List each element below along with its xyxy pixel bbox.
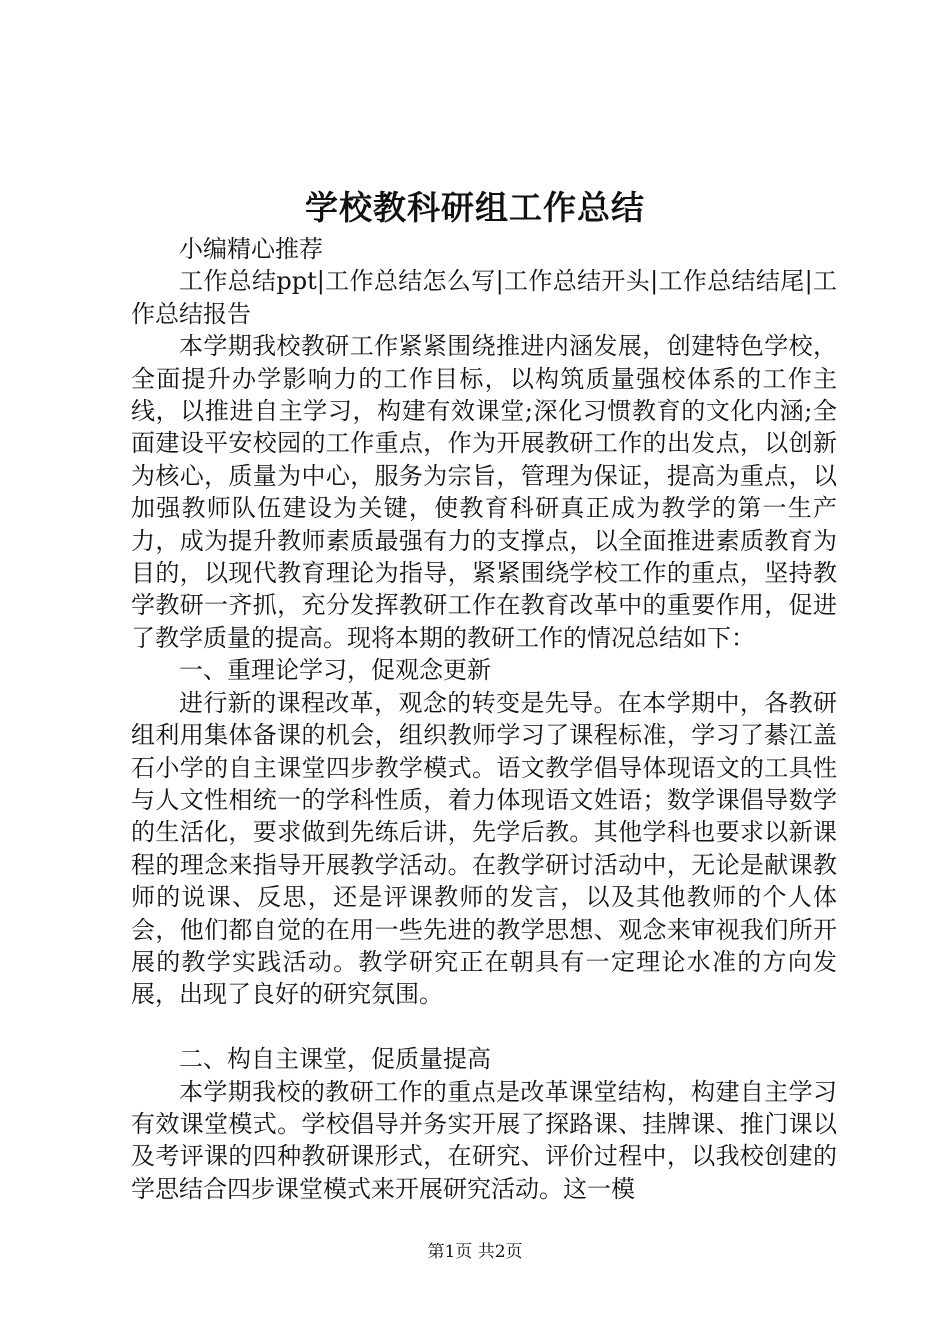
page-footer: 第1页 共2页 — [427, 1242, 523, 1262]
document-body — [131, 233, 837, 1205]
intro-paragraph: 本学期我校教研工作紧紧围绕推进内涵发展，创建特色学校，全面提升办学影响力的工作目标，以构筑质量强校体系的工作主线，以推进自主学习，构建有效课堂;深化习惯教育的文化内涵;全面建设平安校园的工作重点，作为开展教研工作的出发点，以创新为核心，质量为中心，服务为宗旨，管理为保证，提高为重点，以加强教师队伍建设为关键，使教育科研真正成为教学的第一生产力，成为提升教师素质最强有力的支撑点，以全面推进素质教育为目的，以现代教育理论为指导，紧紧围绕学校工作的重点，坚持教学教研一齐抓，充分发挥教研工作在教育改革中的重要作用，促进了教学质量的提高。现将本期的教研工作的情况总结如下： — [131, 332, 837, 652]
recommend-line: 小编精心推荐 — [179, 235, 323, 263]
section-1-paragraph: 进行新的课程改革，观念的转变是先导。在本学期中，各教研组利用集体备课的机会，组织教师学习了课程标准，学习了綦江盖石小学的自主课堂四步教学模式。语文教学倡导体现语文的工具性与人文性相统一的学科性质，着力体现语文姓语；数学课倡导数学的生活化，要求做到先练后讲，先学后教。其他学科也要求以新课程的理念来指导开展教学活动。在教学研讨活动中，无论是献课教师的说课、反思，还是评课教师的发言，以及其他教师的个人体会，他们都自觉的在用一些先进的教学思想、观念来审视我们所开展的教学实践活动。教学研究正在朝具有一定理论水准的方向发展，出现了良好的研究氛围。 — [131, 688, 837, 1009]
related-links-line: 工作总结ppt|工作总结怎么写|工作总结开头|工作总结结尾|工作总结报告 — [131, 267, 837, 328]
section-2-paragraph: 本学期我校的教研工作的重点是改革课堂结构，构建自主学习有效课堂模式。学校倡导并务实开展了探路课、挂牌课、推门课以及考评课的四种教研课形式，在研究、评价过程中，以我校创建的学思结合四步课堂模式来开展研究活动。这一模 — [131, 1077, 837, 1203]
document-title: 学校教科研组工作总结 — [305, 188, 645, 227]
section-heading-1: 一、重理论学习，促观念更新 — [179, 656, 491, 685]
paragraph-gap — [131, 1011, 837, 1043]
section-heading-2: 二、构自主课堂，促质量提高 — [179, 1045, 491, 1074]
